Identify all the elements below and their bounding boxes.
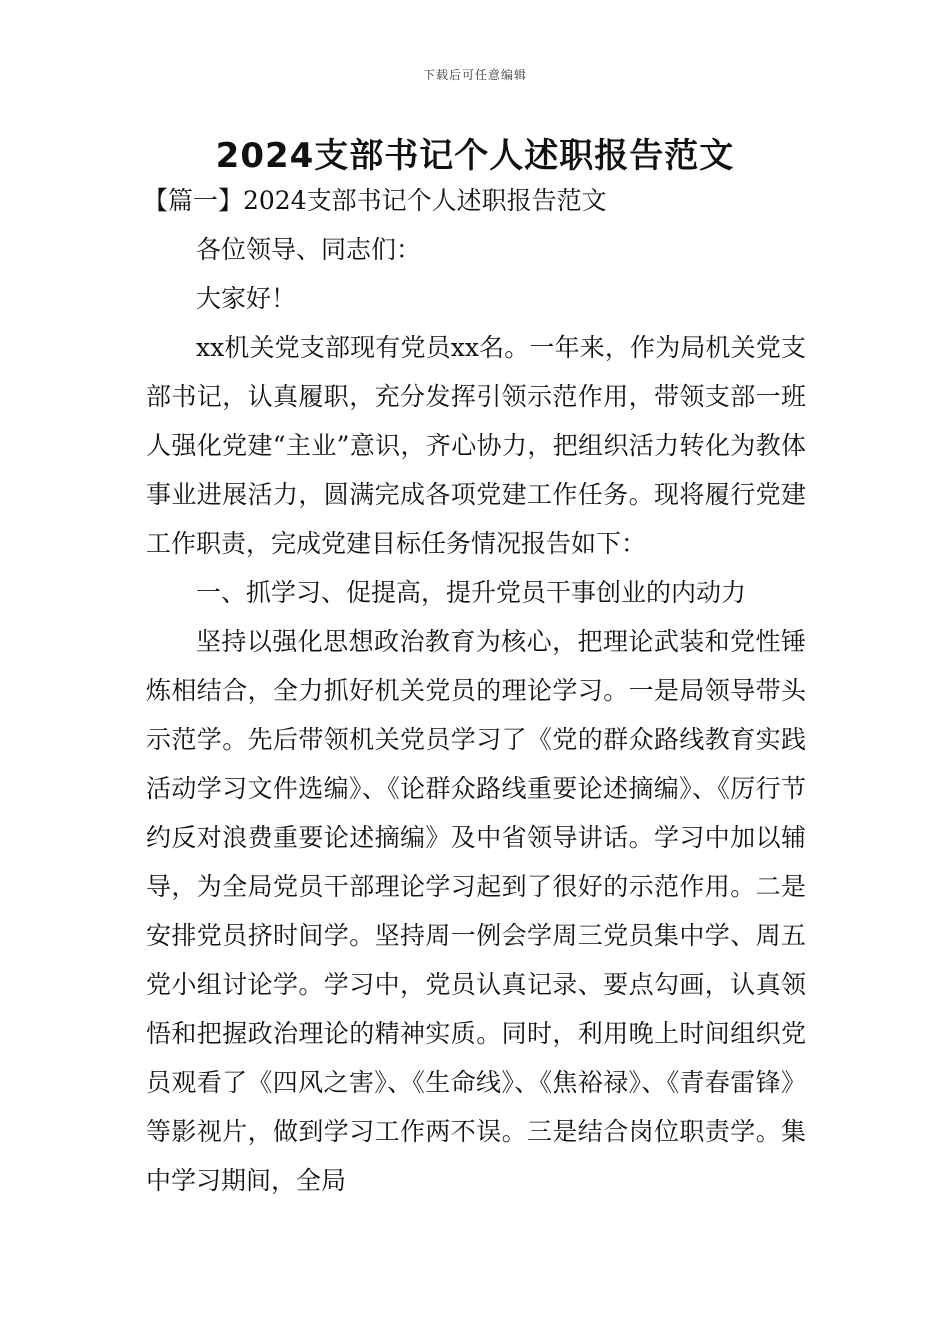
- document-title: 2024支部书记个人述职报告范文: [215, 136, 735, 176]
- paragraph-intro: xx机关党支部现有党员xx名。一年来，作为局机关党支部书记，认真履职，充分发挥引领示范作用，带领支部一班人强化党建“主业”意识，齐心协力，把组织活力转化为教体事业进展活力，圆满完成各项党建工作任务。现将履行党建工作职责，完成党建目标任务情况报告如下：: [146, 333, 806, 558]
- paragraph-study: 坚持以强化思想政治教育为核心，把理论武装和党性锤炼相结合，全力抓好机关党员的理论学习。一是局领导带头示范学。先后带领机关党员学习了《党的群众路线教育实践活动学习文件选编》、《论群众路线重要论述摘编》、《厉行节约反对浪费重要论述摘编》及中省领导讲话。学习中加以辅导，为全局党员干部理论学习起到了很好的示范作用。二是安排党员挤时间学。坚持周一例会学周三党员集中学、周五党小组讨论学。学习中，党员认真记录、要点勾画，认真领悟和把握政治理论的精神实质。同时，利用晚上时间组织党员观看了《四风之害》、《生命线》、《焦裕禄》、《青春雷锋》等影视片，做到学习工作两不误。三是结合岗位职责学。集中学习期间，全局: [146, 627, 806, 1195]
- section-label: 【篇一】2024支部书记个人述职报告范文: [143, 186, 607, 215]
- document-body: [143, 176, 806, 1205]
- section-heading-1: 一、抓学习、促提高，提升党员干事创业的内动力: [196, 578, 747, 607]
- paragraph-hello: 大家好！: [196, 284, 297, 313]
- paragraph-greeting: 各位领导、同志们：: [196, 235, 422, 264]
- header-note: 下载后可任意编辑: [422, 68, 527, 82]
